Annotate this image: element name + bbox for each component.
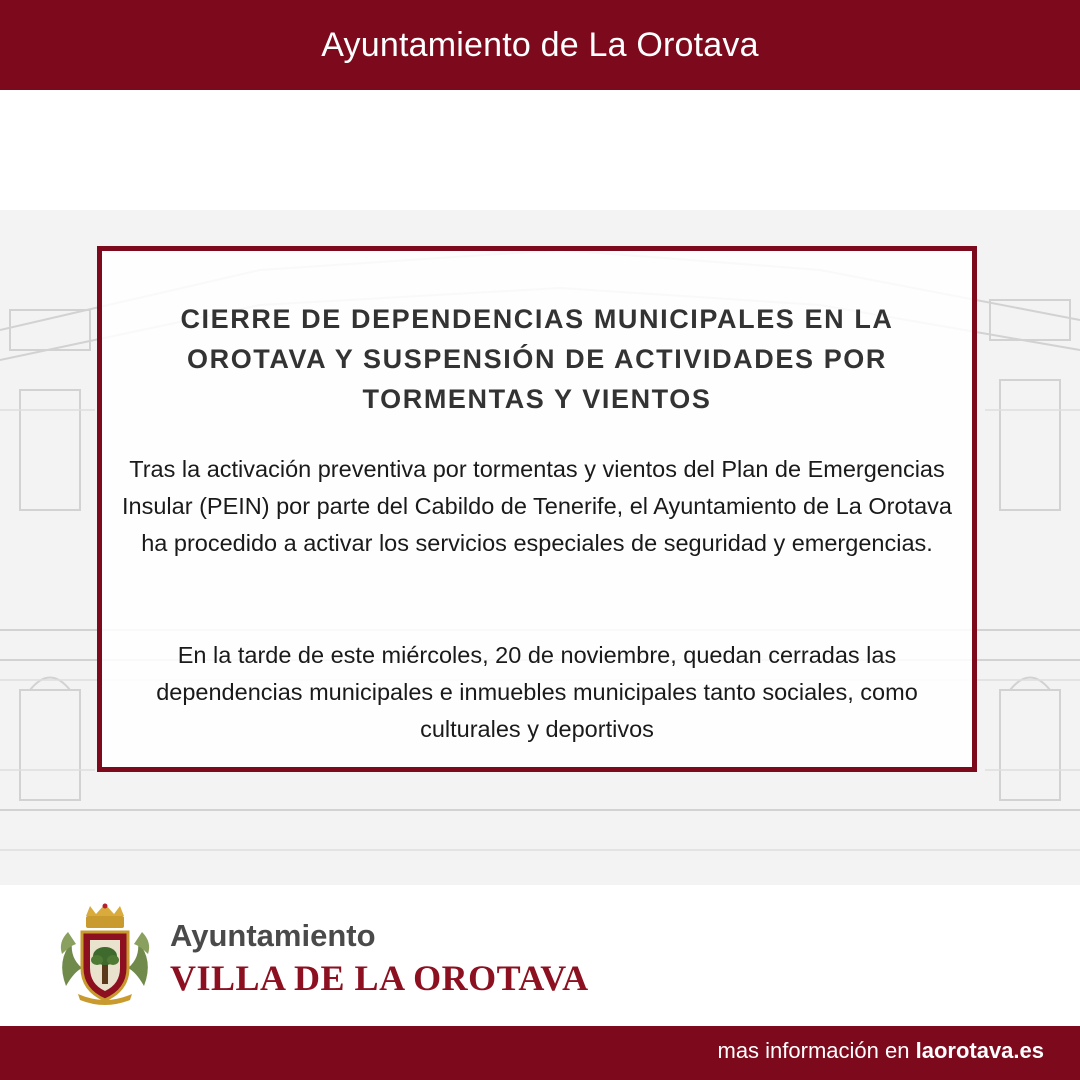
footer-website-link[interactable]: laorotava.es: [915, 1038, 1044, 1063]
notice-box: [97, 246, 977, 772]
coat-of-arms-icon: [52, 902, 158, 1008]
notice-paragraph-1: Tras la activación preventiva por tormentas y vientos del Plan de Emergencias Insular (PEIN) por parte del Cabildo de Tenerife, el Ayuntamiento de La Orotava ha procedido a activar los servicios especiales de seguridad y emergencias.: [122, 456, 952, 556]
logo-text-villa: VILLA DE LA OROTAVA: [170, 958, 589, 998]
banner-title: Ayuntamiento de La Orotava: [321, 25, 759, 64]
notice-title: CIERRE DE DEPENDENCIAS MUNICIPALES EN LA OROTAVA Y SUSPENSIÓN DE ACTIVIDADES POR TORMENTAS Y VIENTOS: [180, 304, 894, 414]
notice-paragraph-2: En la tarde de este miércoles, 20 de noviembre, quedan cerradas las dependencias municipales e inmuebles municipales tanto sociales, como culturales y deportivos: [156, 642, 918, 742]
logo-text-ayuntamiento: Ayuntamiento: [170, 918, 376, 953]
footer-text: [718, 1038, 1045, 1064]
municipality-logo: [52, 902, 589, 1008]
top-banner: [0, 0, 1080, 90]
footer-prefix: mas información en: [717, 1038, 916, 1063]
bottom-banner: [0, 1026, 1080, 1080]
